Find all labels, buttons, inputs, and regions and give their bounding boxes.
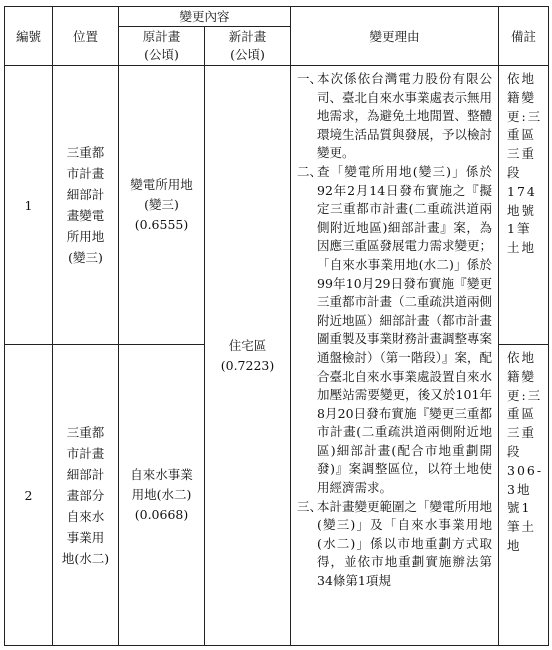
original-line: 用地(水二) <box>131 487 192 502</box>
new-plan-area: (0.7223) <box>220 357 275 373</box>
row-location <box>53 345 119 646</box>
reason-text: 本計畫變更範圍之「變電所用地(變三)」及「自來水事業用地(水二)」係以市地重劃方式取得，並依市地重劃實施辦法第34條第1項規 <box>317 498 493 589</box>
original-line: 變電所用地 <box>130 177 193 192</box>
row-no: 1 <box>5 66 53 345</box>
reason-text: 查「變電所用地(變三)」係於92年2月14日發布實施之『擬定三重都市計畫(二重疏洪道兩側附近地區)細部計畫』案，為因應三重區發展電力需求變更；「自來水事業用地(水二)」係於99年10月29日發布實施『變更三重都市計畫（二重疏洪道兩側附近地區）細部計畫（都市計畫圖重製及事業財務計畫調整專案通盤檢討）（第一階段）』案，配合臺北自來水事業處設置自來水加壓站需要變更，後又於101年8月20日發布實施『變更三重都市計畫(二重疏洪道兩側附近地區)細部計畫(配合市地重劃開發)』案調整區位，以符土地使用經濟需求。 <box>317 163 493 496</box>
original-line: (0.6555) <box>134 217 189 232</box>
location-line: 畫部分 <box>66 487 105 503</box>
row-original-plan <box>119 345 205 646</box>
header-new-unit: (公頃) <box>230 47 265 62</box>
location-line: 事業用 <box>66 529 105 545</box>
header-new-label: 新計畫 <box>228 29 267 44</box>
change-table <box>4 6 549 646</box>
original-line: (變三) <box>144 197 179 212</box>
location-line: 市計畫 <box>66 445 105 461</box>
row-no: 2 <box>5 345 53 646</box>
row-note: 依地籍變更:三重區三重段306-3地號1筆土地 <box>499 345 549 646</box>
location-line: 三重都 <box>66 424 105 440</box>
row-original-plan <box>119 66 205 345</box>
location-line: 三重都 <box>66 145 105 160</box>
new-plan-cell <box>205 66 291 646</box>
new-plan-zone: 住宅區 <box>228 337 267 353</box>
reason-cell <box>291 66 499 646</box>
reason-item <box>297 70 492 163</box>
original-line: (0.0668) <box>134 507 189 522</box>
header-change-content: 變更內容 <box>119 7 291 27</box>
header-row-1 <box>5 7 549 27</box>
location-line: 細部計 <box>66 466 105 482</box>
location-line: 細部計 <box>66 187 105 202</box>
row-note: 依地籍變更:三重區三重段174地號1筆土地 <box>499 66 549 345</box>
reason-number: 三、 <box>297 498 323 514</box>
reason-item <box>297 163 492 498</box>
reason-list <box>297 70 492 591</box>
location-line: (變三) <box>68 250 103 265</box>
location-line: 畫變電 <box>66 208 105 223</box>
change-table-frame <box>4 6 548 646</box>
header-reason: 變更理由 <box>291 7 499 66</box>
location-line: 自來水 <box>66 508 105 524</box>
top-crop-mask <box>0 0 552 6</box>
table-row <box>5 66 549 345</box>
reason-number: 一、 <box>297 71 323 86</box>
row-location <box>53 66 119 345</box>
header-original-unit: (公頃) <box>144 47 179 62</box>
header-location: 位置 <box>53 7 119 66</box>
header-original-plan <box>119 27 205 66</box>
header-original-label: 原計畫 <box>142 29 181 44</box>
header-note: 備註 <box>499 7 549 66</box>
reason-text: 本次係依台灣電力股份有限公司、臺北自來水事業處表示無用地需求，為避免土地閒置、整體環境生活品質與發展，予以檢討變更。 <box>317 71 493 161</box>
location-line: 市計畫 <box>66 166 105 181</box>
header-new-plan <box>205 27 291 66</box>
original-line: 自來水事業 <box>130 467 193 482</box>
location-line: 所用地 <box>66 229 105 244</box>
location-line: 地(水二) <box>61 550 110 566</box>
header-no: 編號 <box>5 7 53 66</box>
reason-number: 二、 <box>297 163 323 179</box>
reason-item <box>297 498 492 591</box>
